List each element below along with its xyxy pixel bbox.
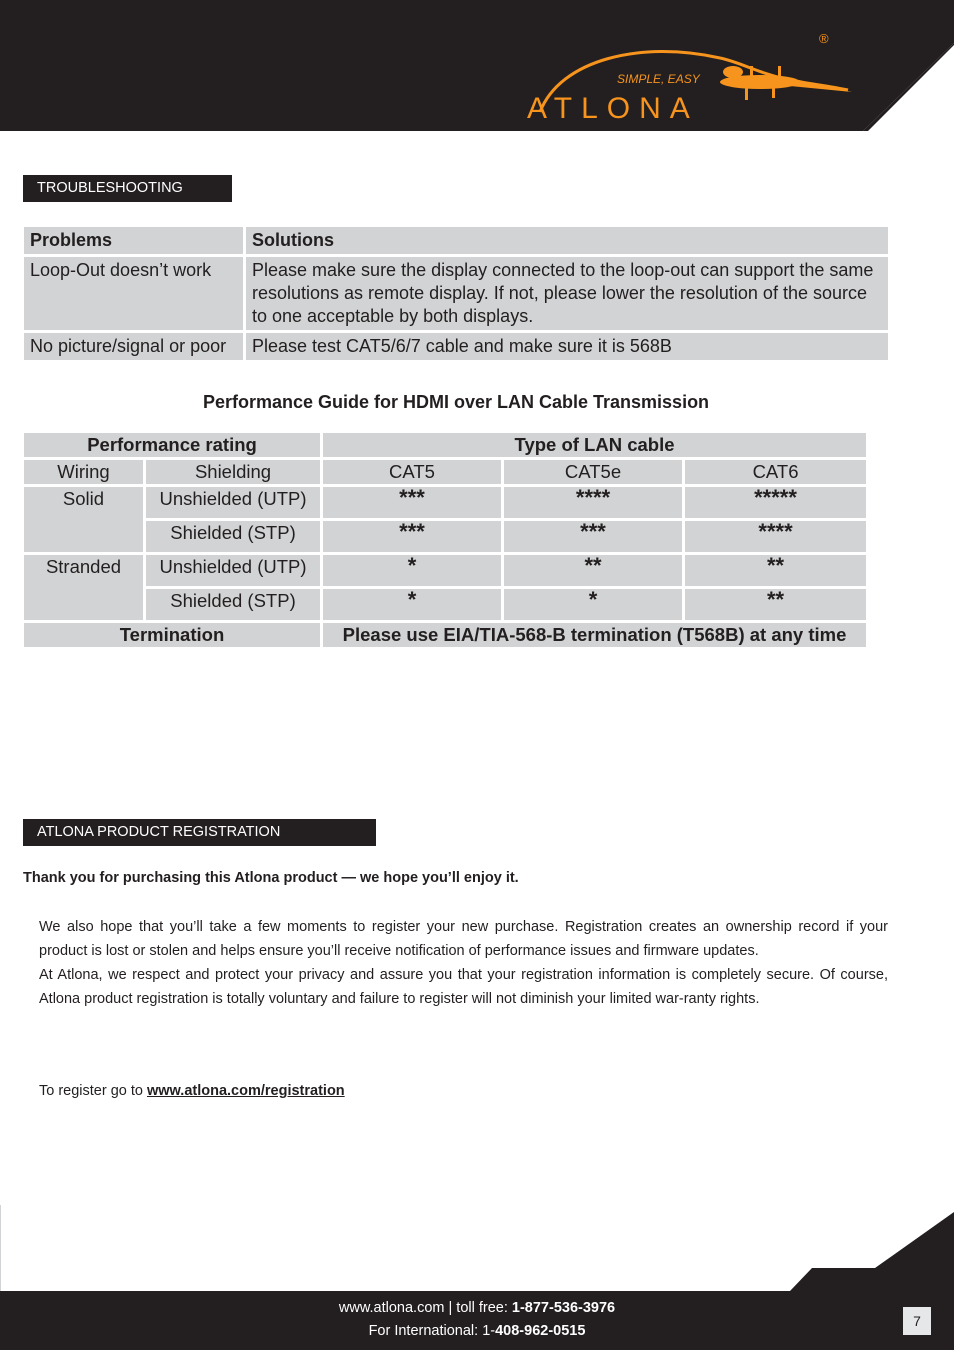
wiring-cell: Stranded xyxy=(24,555,143,620)
troubleshooting-heading: TROUBLESHOOTING xyxy=(23,175,232,202)
table-header-row xyxy=(24,433,866,457)
header-performance-rating: Performance rating xyxy=(24,433,320,457)
shielding-cell: Shielded (STP) xyxy=(146,521,320,552)
table-row xyxy=(24,521,866,552)
performance-title: Performance Guide for HDMI over LAN Cable Transmission xyxy=(202,392,710,412)
footer-contact xyxy=(0,1297,954,1343)
brand-tagline: SIMPLE, EASY xyxy=(617,72,700,86)
wiring-cell: Solid xyxy=(24,487,143,552)
header-cat6: CAT6 xyxy=(685,460,866,484)
page-header xyxy=(0,0,954,135)
table-header-row xyxy=(24,227,888,254)
table-row xyxy=(24,555,866,586)
rating-cell: * xyxy=(504,589,682,620)
termination-label: Termination xyxy=(24,623,320,647)
rating-cell: *** xyxy=(504,521,682,552)
rating-cell: ** xyxy=(685,589,866,620)
header-cat5e: CAT5e xyxy=(504,460,682,484)
international-label: For International: 1- xyxy=(368,1323,496,1339)
rating-cell: *** xyxy=(323,521,501,552)
international-number: 408-962-0515 xyxy=(495,1323,586,1339)
page-number: 7 xyxy=(903,1307,931,1335)
register-prefix: To register go to xyxy=(39,1083,147,1099)
registration-link[interactable]: www.atlona.com/registration xyxy=(147,1083,345,1099)
rating-cell: ***** xyxy=(685,487,866,518)
rating-cell: * xyxy=(323,589,501,620)
toll-free-number: 1-877-536-3976 xyxy=(511,1300,616,1316)
shielding-cell: Unshielded (UTP) xyxy=(146,555,320,586)
rating-cell: ** xyxy=(685,555,866,586)
register-line xyxy=(39,1083,345,1099)
shielding-cell: Shielded (STP) xyxy=(146,589,320,620)
registration-body xyxy=(39,915,888,1011)
table-row xyxy=(24,487,866,518)
header-cat5: CAT5 xyxy=(323,460,501,484)
header-wiring: Wiring xyxy=(24,460,143,484)
problem-cell: Loop-Out doesn’t work xyxy=(24,257,243,330)
registration-heading: ATLONA PRODUCT REGISTRATION xyxy=(23,819,376,846)
footer-line-2 xyxy=(0,1320,954,1343)
header-problems: Problems xyxy=(24,227,243,254)
table-row xyxy=(24,589,866,620)
rating-cell: **** xyxy=(504,487,682,518)
performance-table xyxy=(21,430,869,650)
rating-cell: *** xyxy=(323,487,501,518)
termination-text: Please use EIA/TIA-568-B termination (T568B) at any time xyxy=(323,623,866,647)
thanks-text: Thank you for purchasing this Atlona product — we hope you’ll enjoy it. xyxy=(23,870,519,886)
footer-website: www.atlona.com | toll free: xyxy=(338,1300,512,1316)
shielding-cell: Unshielded (UTP) xyxy=(146,487,320,518)
brand-logo: ATLONA xyxy=(527,92,699,125)
table-row xyxy=(24,333,888,360)
problem-cell: No picture/signal or poor xyxy=(24,333,243,360)
table-subheader-row xyxy=(24,460,866,484)
termination-row xyxy=(24,623,866,647)
header-background xyxy=(0,0,954,135)
table-row xyxy=(24,257,888,330)
privacy-paragraph: At Atlona, we respect and protect your privacy and assure you that your registration information is completely secure. Of course, Atlona product registration is totally voluntary and failure to register will not diminish your limited war-ranty rights. xyxy=(39,967,888,1007)
header-shielding: Shielding xyxy=(146,460,320,484)
rating-cell: **** xyxy=(685,521,866,552)
footer-line-1 xyxy=(0,1297,954,1320)
solution-cell: Please make sure the display connected to the loop-out can support the same resolutions as remote display. If not, please lower the resolution of the source to one acceptable by both displays. xyxy=(246,257,888,330)
registered-mark: ® xyxy=(819,31,829,46)
troubleshooting-table xyxy=(21,224,891,363)
header-cable-type: Type of LAN cable xyxy=(323,433,866,457)
rating-cell: * xyxy=(323,555,501,586)
rating-cell: ** xyxy=(504,555,682,586)
solution-cell: Please test CAT5/6/7 cable and make sure it is 568B xyxy=(246,333,888,360)
header-solutions: Solutions xyxy=(246,227,888,254)
registration-paragraph: We also hope that you’ll take a few moments to register your new purchase. Registration creates an ownership record if your product is lost or stolen and helps ensure you’ll receive notification of performance issues and firmware updates. xyxy=(39,919,888,959)
